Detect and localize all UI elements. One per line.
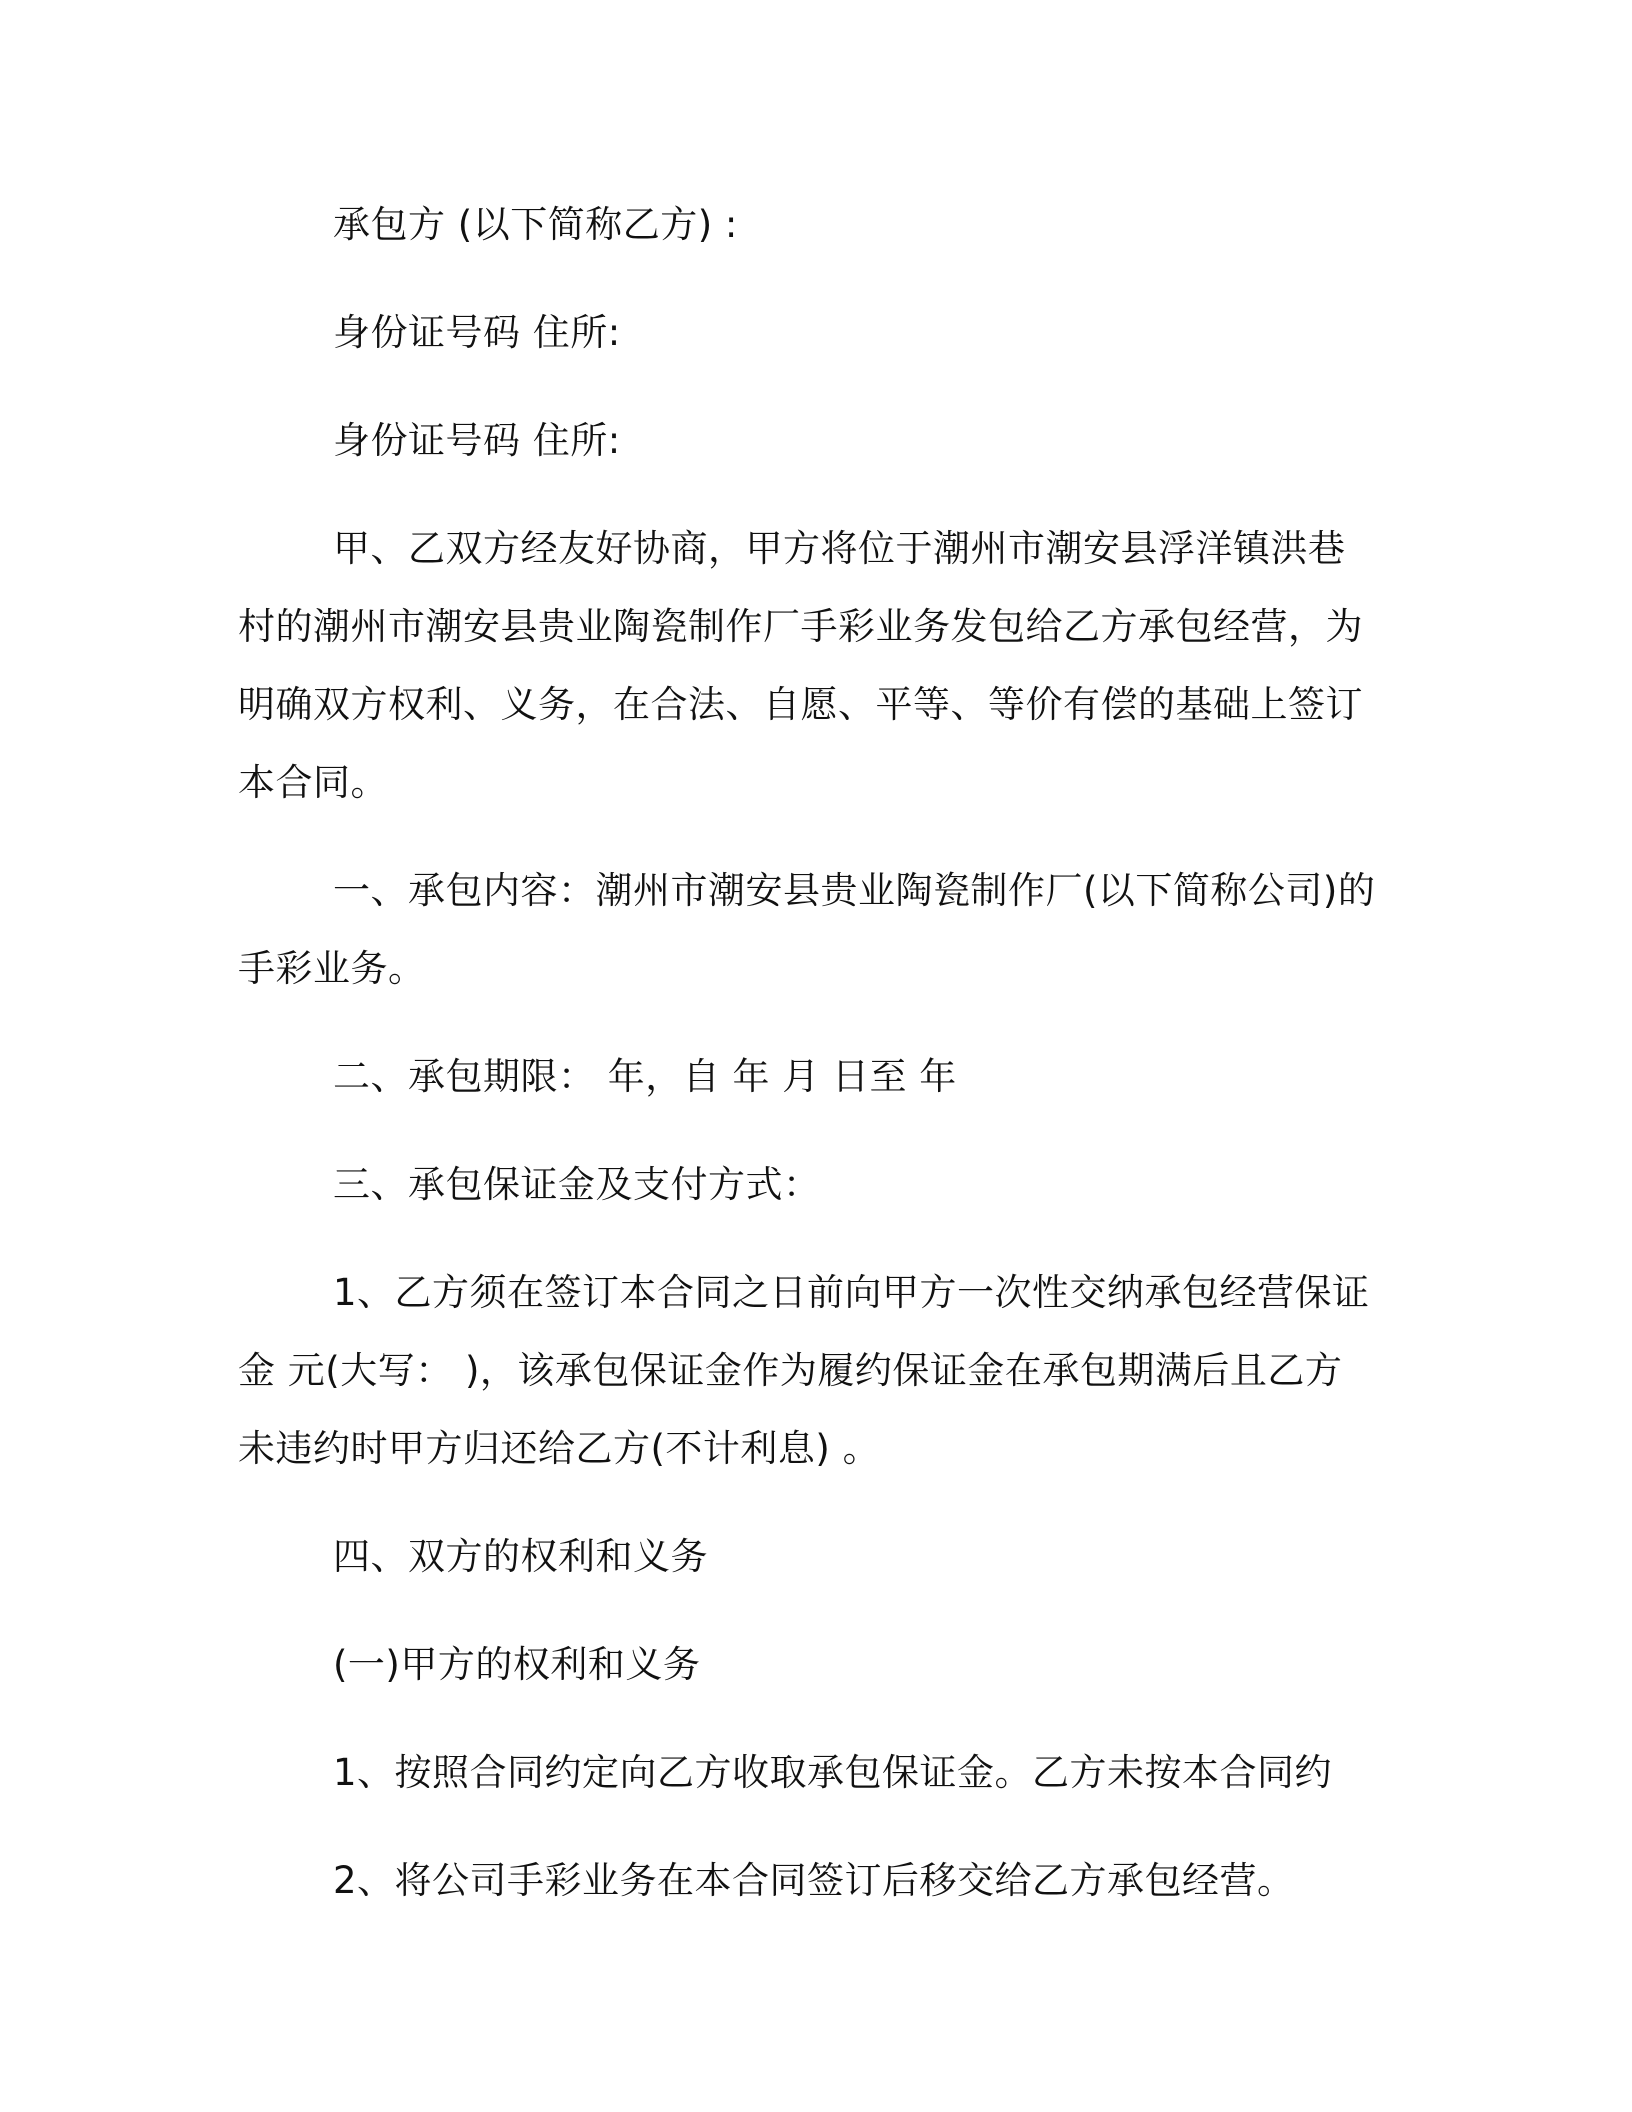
section-2-contract-term: 二、承包期限： 年，自 年 月 日至 年	[333, 1055, 957, 1098]
contractor-line: 承包方 (以下简称乙方) :	[333, 203, 738, 246]
party-a-item-1: 1、按照合同约定向乙方收取承包保证金。乙方未按本合同约	[333, 1751, 1333, 1794]
section-3-deposit-heading: 三、承包保证金及支付方式：	[333, 1163, 821, 1206]
id-address-line-1: 身份证号码 住所:	[333, 311, 621, 354]
section-4-party-a-heading: (一)甲方的权利和义务	[333, 1643, 701, 1686]
section-3-item-1: 1、乙方须在签订本合同之日前向甲方一次性交纳承包经营保证金 元(大写： )，该承包保证金作为履约保证金在承包期满后且乙方未违约时甲方归还给乙方(不计利息) 。	[238, 1271, 1370, 1470]
section-4-heading: 四、双方的权利和义务	[333, 1535, 708, 1578]
section-1-contract-content: 一、承包内容：潮州市潮安县贵业陶瓷制作厂(以下简称公司)的手彩业务。	[238, 869, 1376, 990]
id-address-line-2: 身份证号码 住所:	[333, 419, 621, 462]
document-body	[238, 186, 1378, 1920]
intro-paragraph: 甲、乙双方经友好协商，甲方将位于潮州市潮安县浮洋镇洪巷村的潮州市潮安县贵业陶瓷制作厂手彩业务发包给乙方承包经营，为明确双方权利、义务，在合法、自愿、平等、等价有偿的基础上签订本合同。	[238, 527, 1363, 804]
party-a-item-2: 2、将公司手彩业务在本合同签订后移交给乙方承包经营。	[333, 1859, 1295, 1902]
